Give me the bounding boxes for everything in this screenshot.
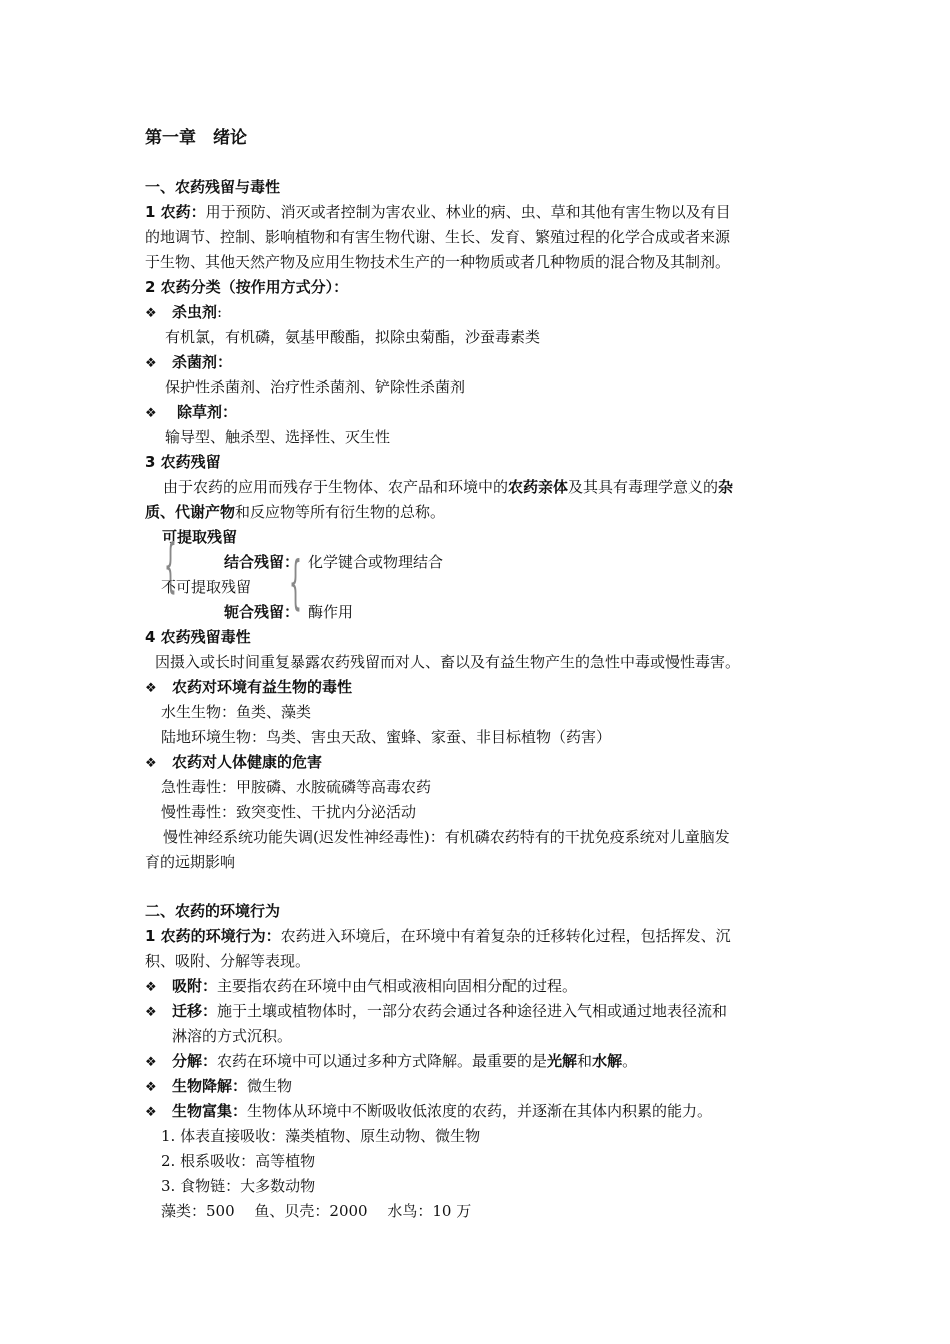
env-organisms-heading: ❖ 农药对环境有益生物的毒性 [145,676,352,700]
fungicide-heading: ❖ 杀菌剂： [145,351,232,375]
bioaccumulation-item: ❖ 生物富集：生物体从环境中不断吸收低浓度的农药，并逐渐在其体内积累的能力。 [145,1100,712,1124]
bullet-icon: ❖ [145,1105,157,1120]
residue-definition-1: 由于农药的应用而残存于生物体、农产品和环境中的农药亲体及其具有毒理学意义的杂 [163,478,734,496]
fungicide-list: 保护性杀菌剂、治疗性杀菌剂、铲除性杀菌剂 [165,378,466,396]
chronic-toxicity: 慢性毒性：致突变性、干扰内分泌活动 [161,803,417,821]
classification-heading: 2 农药分类（按作用方式分）： [145,278,349,296]
extractable-residue: 可提取残留 [162,528,238,546]
section-2-heading: 二、农药的环境行为 [145,902,281,920]
conjugate-residue: 轭合残留： [224,603,300,621]
bullet-icon: ❖ [145,306,157,321]
herbicide-list: 输导型、触杀型、选择性、灭生性 [165,428,391,446]
non-extractable-residue: 不可提取残留 [161,578,252,596]
brace-left-icon: { [164,531,177,599]
aquatic-organisms: 水生生物：鱼类、藻类 [161,703,312,721]
bound-residue: 结合残留： [224,553,300,571]
toxicity-text: 因摄入或长时间重复暴露农药残留而对人、畜以及有益生物产生的急性中毒或慢性毒害。 [155,653,741,671]
neurotoxicity-line-1: 慢性神经系统功能失调(迟发性神经毒性)：有机磷农药特有的干扰免疫系统对儿童脑发 [163,828,730,846]
list-item-1: 1. 体表直接吸收：藻类植物、原生动物、微生物 [161,1127,481,1145]
migration-item: ❖ 迁移：施于土壤或植物体时，一部分农药会通过各种途径进入气相或通过地表径流和 [145,1000,727,1024]
insecticide-list: 有机氯，有机磷，氨基甲酸酯，拟除虫菊酯，沙蚕毒素类 [165,328,541,346]
residue-definition-2: 质、代谢产物和反应物等所有衍生物的总称。 [145,503,446,521]
biodegradation-item: ❖ 生物降解：微生物 [145,1075,292,1099]
definition-text-2: 的地调节、控制、影响植物和有害生物代谢、生长、发育、繁殖过程的化学合成或者来源 [145,228,731,246]
brace-right-icon: { [289,548,302,616]
conjugate-residue-desc: 酶作用 [308,603,354,621]
enrichment-factors: 藻类：500 鱼、贝壳：2000 水鸟：10 万 [161,1202,472,1220]
bullet-icon: ❖ [145,1055,157,1070]
adsorption-item: ❖ 吸附：主要指农药在环境中由气相或液相向固相分配的过程。 [145,975,577,999]
acute-toxicity: 急性毒性：甲胺磷、水胺硫磷等高毒农药 [161,778,432,796]
migration-item-cont: 淋溶的方式沉积。 [172,1027,293,1045]
decomposition-item: ❖ 分解：农药在环境中可以通过多种方式降解。最重要的是光解和水解。 [145,1050,637,1074]
section-1-heading: 一、农药残留与毒性 [145,178,281,196]
herbicide-heading: ❖ 除草剂： [145,401,237,425]
env-behavior-line-2: 积、吸附、分解等表现。 [145,952,311,970]
env-behavior-line-1: 1 农药的环境行为：农药进入环境后，在环境中有着复杂的迁移转化过程，包括挥发、沉 [145,927,731,945]
pesticide-definition-line-1 [145,201,731,223]
bullet-icon: ❖ [145,406,157,421]
bullet-icon: ❖ [145,756,157,771]
terrestrial-organisms: 陆地环境生物：鸟类、害虫天敌、蜜蜂、家蚕、非目标植物（药害） [161,728,612,746]
insecticide-heading: ❖ 杀虫剂: [145,301,222,325]
list-item-3: 3. 食物链：大多数动物 [161,1177,316,1195]
list-item-2: 2. 根系吸收：高等植物 [161,1152,316,1170]
human-health-heading: ❖ 农药对人体健康的危害 [145,751,322,775]
bullet-icon: ❖ [145,356,157,371]
definition-text-3: 于生物、其他天然产物及应用生物技术生产的一种物质或者几种物质的混合物及其制剂。 [145,253,731,271]
definition-text-1: 用于预防、消灭或者控制为害农业、林业的病、虫、草和其他有害生物以及有目 [205,203,731,221]
toxicity-heading: 4 农药残留毒性 [145,628,251,646]
bound-residue-desc: 化学键合或物理结合 [308,553,444,571]
bullet-icon: ❖ [145,1080,157,1095]
chapter-title: 第一章 绪论 [145,128,247,148]
bullet-icon: ❖ [145,980,157,995]
definition-label: 1 农药： [145,203,206,221]
bullet-icon: ❖ [145,1005,157,1020]
bullet-icon: ❖ [145,681,157,696]
residue-heading: 3 农药残留 [145,453,221,471]
neurotoxicity-line-2: 育的远期影响 [145,853,236,871]
